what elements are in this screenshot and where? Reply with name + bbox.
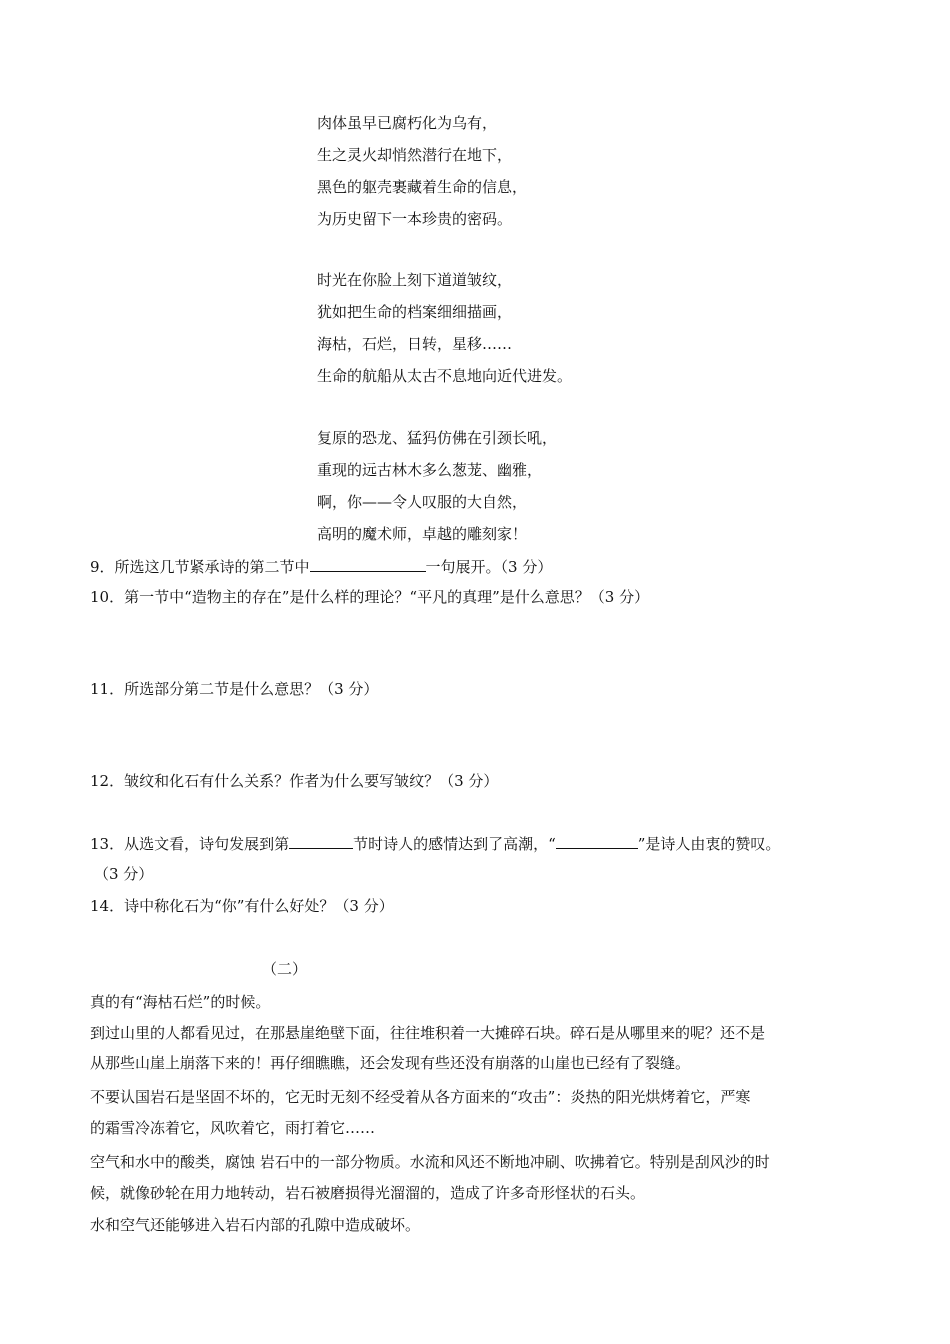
question-12: 12．皱纹和化石有什么关系？作者为什么要写皱纹？（3 分） xyxy=(90,772,499,790)
paragraph: 真的有“海枯石烂”的时候。 xyxy=(90,993,271,1011)
question-10: 10．第一节中“造物主的存在”是什么样的理论？“平凡的真理”是什么意思？（3 分） xyxy=(90,588,650,606)
answer-blank[interactable] xyxy=(310,555,426,572)
question-9-text: 9．所选这几节紧承诗的第二节中 xyxy=(90,558,310,576)
question-13 xyxy=(90,832,780,854)
poem-line: 犹如把生命的档案细细描画， xyxy=(317,303,513,321)
question-14: 14．诗中称化石为“你”有什么好处？（3 分） xyxy=(90,897,394,915)
question-13-score: （3 分） xyxy=(94,865,154,883)
question-13-text: ”是诗人由衷的赞叹。 xyxy=(637,835,781,853)
answer-blank[interactable] xyxy=(289,832,353,849)
poem-line: 高明的魔术师，卓越的雕刻家！ xyxy=(317,525,528,543)
question-9 xyxy=(90,555,552,577)
poem-line: 生之灵火却悄然潜行在地下， xyxy=(317,146,513,164)
poem-line: 肉体虽早已腐朽化为乌有， xyxy=(317,114,498,132)
poem-line: 生命的航船从太古不息地向近代进发。 xyxy=(317,367,573,385)
paragraph: 的霜雪冷冻着它，风吹着它，雨打着它…… xyxy=(90,1119,376,1137)
poem-line: 为历史留下一本珍贵的密码。 xyxy=(317,210,513,228)
poem-line: 复原的恐龙、猛犸仿佛在引颈长吼， xyxy=(317,429,558,447)
paragraph: 水和空气还能够进入岩石内部的孔隙中造成破坏。 xyxy=(90,1216,421,1234)
paragraph: 从那些山崖上崩落下来的！再仔细瞧瞧，还会发现有些还没有崩落的山崖也已经有了裂缝。 xyxy=(90,1054,691,1072)
paragraph: 候，就像砂轮在用力地转动，岩石被磨损得光溜溜的，造成了许多奇形怪状的石头。 xyxy=(90,1184,646,1202)
question-11: 11．所选部分第二节是什么意思？（3 分） xyxy=(90,680,379,698)
poem-line: 重现的远古林木多么葱茏、幽雅， xyxy=(317,461,543,479)
answer-blank[interactable] xyxy=(556,832,638,849)
poem-line: 时光在你脸上刻下道道皱纹， xyxy=(317,271,513,289)
question-13-text: 节时诗人的感情达到了高潮，“ xyxy=(353,835,556,853)
question-13-text: 13．从选文看，诗句发展到第 xyxy=(90,835,290,853)
paragraph: 到过山里的人都看见过，在那悬崖绝壁下面，往往堆积着一大摊碎石块。碎石是从哪里来的呢？还不是 xyxy=(90,1024,766,1042)
question-9-text-end: 一句展开。（3 分） xyxy=(425,558,553,576)
section-heading: （二） xyxy=(262,960,308,978)
poem-line: 黑色的躯壳裹藏着生命的信息， xyxy=(317,178,528,196)
paragraph: 空气和水中的酸类，腐蚀 岩石中的一部分物质。水流和风还不断地冲刷、吹拂着它。特别是刮风沙的时 xyxy=(90,1153,770,1171)
poem-line: 海枯，石烂，日转，星移…… xyxy=(317,335,513,353)
paragraph: 不要认国岩石是坚固不坏的，它无时无刻不经受着从各方面来的“攻击”：炎热的阳光烘烤着它，严寒 xyxy=(90,1088,751,1106)
poem-line: 啊，你——令人叹服的大自然， xyxy=(317,493,528,511)
